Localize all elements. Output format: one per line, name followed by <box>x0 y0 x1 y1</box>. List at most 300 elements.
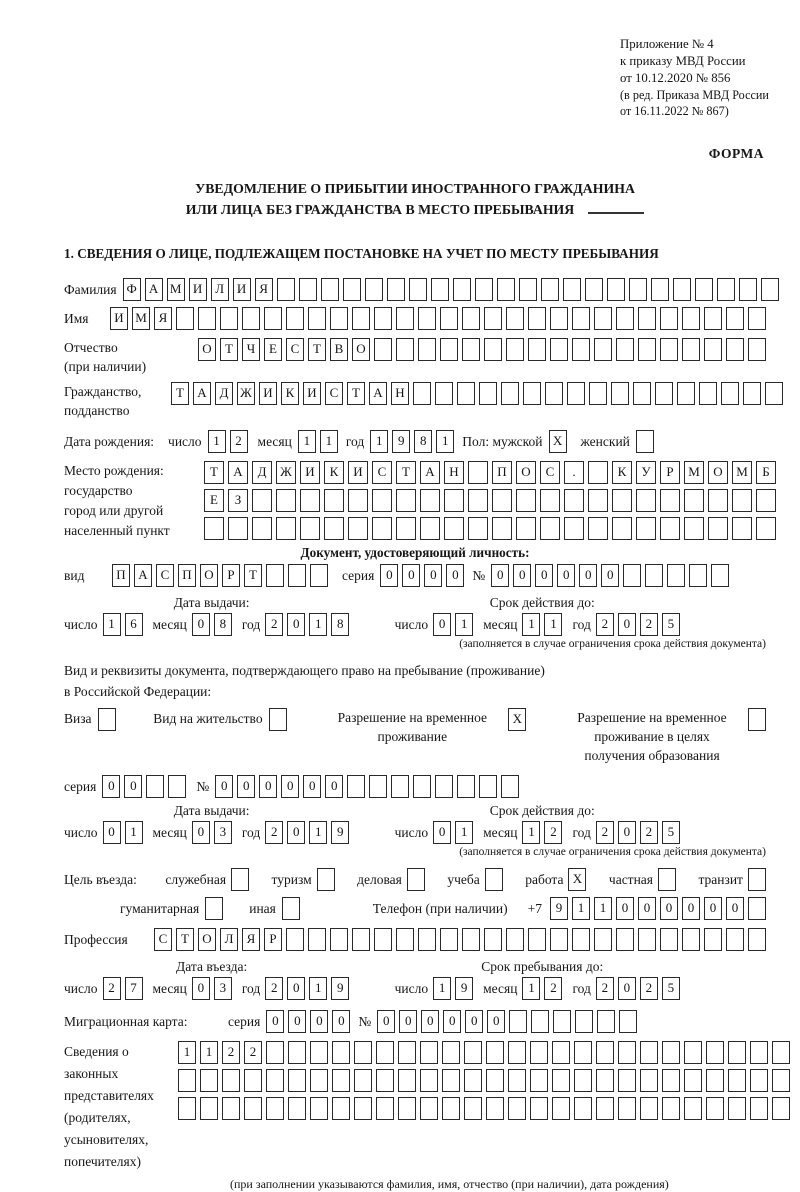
char-box: 1 <box>433 977 451 1000</box>
char-box <box>453 278 471 301</box>
char-box <box>704 338 722 361</box>
char-box <box>204 517 224 540</box>
purpose-other-checkbox <box>282 897 300 920</box>
temp-residence-checkbox <box>508 708 526 731</box>
char-box <box>660 338 678 361</box>
stay-until-group <box>395 959 690 1000</box>
birth-place-label-line1: Место рождения: <box>64 463 164 478</box>
char-box: С <box>154 928 172 951</box>
purpose-official <box>165 868 249 891</box>
day-label: число <box>394 824 429 840</box>
char-box <box>492 517 512 540</box>
char-box <box>468 461 488 484</box>
char-box <box>288 1069 306 1092</box>
char-box <box>420 1097 438 1120</box>
char-box <box>501 775 519 798</box>
char-box: 0 <box>682 897 700 920</box>
char-box: О <box>352 338 370 361</box>
char-box <box>726 307 744 330</box>
char-box <box>442 1041 460 1064</box>
char-box <box>706 1069 724 1092</box>
char-box <box>372 517 392 540</box>
char-box <box>540 489 560 512</box>
char-box <box>772 1069 790 1092</box>
char-box <box>369 775 387 798</box>
char-box: X <box>549 430 567 453</box>
char-box <box>492 489 512 512</box>
char-box <box>308 307 326 330</box>
char-box <box>756 489 776 512</box>
char-box <box>506 307 524 330</box>
char-box <box>242 307 260 330</box>
char-box <box>431 278 449 301</box>
char-box <box>616 307 634 330</box>
char-box: С <box>325 382 343 405</box>
citizenship-label-line2: подданство <box>64 403 130 418</box>
residence-doc-intro-line1: Вид и реквизиты документа, подтверждающего право на пребывание (проживание) <box>64 663 545 678</box>
purpose-official-checkbox <box>231 868 249 891</box>
char-box <box>264 307 282 330</box>
char-box: 5 <box>662 821 680 844</box>
char-box <box>523 382 541 405</box>
char-box <box>748 897 766 920</box>
id-document-heading: Документ, удостоверяющий личность: <box>300 545 530 560</box>
char-box <box>440 928 458 951</box>
char-box <box>732 489 752 512</box>
purpose-humanitarian <box>120 897 223 920</box>
purpose-tourism <box>272 868 335 891</box>
residence-issue-year <box>265 821 349 844</box>
id-number-label: № <box>472 567 486 583</box>
char-box <box>396 338 414 361</box>
char-box <box>413 775 431 798</box>
char-box: Т <box>396 461 416 484</box>
char-box: 1 <box>200 1041 218 1064</box>
char-box <box>464 1069 482 1092</box>
char-box <box>645 564 663 587</box>
char-box <box>396 517 416 540</box>
char-box <box>479 382 497 405</box>
char-box <box>178 1069 196 1092</box>
surname-row <box>64 278 766 301</box>
month-label: месяц <box>257 433 292 449</box>
char-box <box>616 338 634 361</box>
purpose-work-label: работа <box>525 871 564 887</box>
char-box: 0 <box>579 564 597 587</box>
char-box <box>689 564 707 587</box>
char-box <box>231 868 249 891</box>
char-box <box>596 1069 614 1092</box>
char-box <box>567 382 585 405</box>
month-label: месяц <box>152 980 187 996</box>
char-box: 0 <box>513 564 531 587</box>
char-box <box>288 1041 306 1064</box>
id-issue-month <box>192 613 232 636</box>
char-box <box>228 517 248 540</box>
char-box <box>572 338 590 361</box>
representatives-label: Сведения о законных представителях (родителях, усыновителях, попечителях) <box>64 1044 154 1169</box>
char-box <box>728 1041 746 1064</box>
char-box: И <box>189 278 207 301</box>
char-box <box>252 517 272 540</box>
char-box: Я <box>255 278 273 301</box>
stay-until-month <box>522 977 562 1000</box>
char-box: Н <box>444 461 464 484</box>
char-box: 0 <box>215 775 233 798</box>
char-box <box>704 928 722 951</box>
char-box <box>244 1097 262 1120</box>
char-box <box>222 1097 240 1120</box>
char-box <box>574 1041 592 1064</box>
char-box: 2 <box>596 613 614 636</box>
char-box <box>743 382 761 405</box>
year-label: год <box>572 824 591 840</box>
char-box <box>748 338 766 361</box>
char-box <box>418 928 436 951</box>
char-box: 6 <box>125 613 143 636</box>
char-box: 0 <box>287 977 305 1000</box>
char-box: 2 <box>265 977 283 1000</box>
char-box: 0 <box>443 1010 461 1033</box>
char-box <box>684 1041 702 1064</box>
char-box <box>464 1041 482 1064</box>
representatives-row3 <box>178 1097 790 1120</box>
char-box <box>310 1069 328 1092</box>
char-box <box>660 307 678 330</box>
representatives-note: (при заполнении указываются фамилия, имя, отчество (при наличии), дата рождения) <box>230 1177 669 1191</box>
char-box <box>332 1041 350 1064</box>
stay-until-day <box>433 977 473 1000</box>
char-box <box>748 307 766 330</box>
char-box <box>572 928 590 951</box>
option-visa <box>64 708 116 731</box>
char-box <box>588 489 608 512</box>
char-box <box>442 1069 460 1092</box>
option-temp-residence-education <box>564 708 766 765</box>
char-box: С <box>372 461 392 484</box>
purpose-transit <box>698 868 766 891</box>
blank-underline <box>588 199 644 214</box>
char-box: Я <box>154 307 172 330</box>
char-box: 2 <box>244 1041 262 1064</box>
char-box <box>708 489 728 512</box>
char-box <box>658 868 676 891</box>
char-box: 0 <box>287 613 305 636</box>
entry-date-group <box>64 959 359 1000</box>
entry-dates-block <box>64 959 766 1000</box>
residence-expiry-year <box>596 821 680 844</box>
char-box <box>611 382 629 405</box>
char-box <box>585 278 603 301</box>
char-box <box>682 307 700 330</box>
char-box <box>516 517 536 540</box>
char-box <box>288 564 306 587</box>
char-box <box>706 1041 724 1064</box>
day-label: число <box>64 980 98 996</box>
char-box <box>550 928 568 951</box>
char-box: И <box>303 382 321 405</box>
char-box <box>772 1041 790 1064</box>
char-box <box>640 1097 658 1120</box>
char-box: С <box>286 338 304 361</box>
char-box <box>462 307 480 330</box>
char-box: И <box>233 278 251 301</box>
char-box <box>684 517 704 540</box>
char-box <box>457 775 475 798</box>
char-box <box>748 868 766 891</box>
char-box <box>550 338 568 361</box>
char-box <box>704 307 722 330</box>
char-box: А <box>228 461 248 484</box>
char-box <box>550 307 568 330</box>
residence-series-label: серия <box>64 778 97 794</box>
char-box: 0 <box>259 775 277 798</box>
char-box: 1 <box>436 430 454 453</box>
char-box: О <box>516 461 536 484</box>
char-box: 0 <box>325 775 343 798</box>
migration-number-label: № <box>358 1013 372 1029</box>
purpose-business-label: деловая <box>357 871 402 887</box>
char-box <box>442 1097 460 1120</box>
char-box: 0 <box>424 564 442 587</box>
char-box <box>440 307 458 330</box>
char-box <box>205 897 223 920</box>
purpose-humanitarian-checkbox <box>205 897 223 920</box>
revision-line: (в ред. Приказа МВД России <box>620 88 769 102</box>
residence-expiry-day <box>433 821 473 844</box>
char-box <box>660 517 680 540</box>
migration-card-label: Миграционная карта: <box>64 1013 188 1029</box>
char-box: 0 <box>660 897 678 920</box>
char-box: 0 <box>380 564 398 587</box>
char-box <box>699 382 717 405</box>
char-box <box>574 1069 592 1092</box>
char-box <box>531 1010 549 1033</box>
char-box: Р <box>660 461 680 484</box>
migration-series-boxes <box>266 1010 350 1033</box>
char-box <box>640 1041 658 1064</box>
birth-day-boxes <box>208 430 248 453</box>
char-box <box>321 278 339 301</box>
char-box <box>435 775 453 798</box>
citizenship-row <box>64 382 766 420</box>
char-box <box>616 928 634 951</box>
entry-year <box>265 977 349 1000</box>
char-box <box>684 1097 702 1120</box>
char-box: К <box>281 382 299 405</box>
char-box <box>640 1069 658 1092</box>
section1-heading: 1. СВЕДЕНИЯ О ЛИЦЕ, ПОДЛЕЖАЩЕМ ПОСТАНОВКЕ НА УЧЕТ ПО МЕСТУ ПРЕБЫВАНИЯ <box>64 246 659 261</box>
char-box <box>310 1097 328 1120</box>
char-box <box>682 338 700 361</box>
char-box: 0 <box>616 897 634 920</box>
char-box: 2 <box>544 821 562 844</box>
char-box <box>684 489 704 512</box>
form-title-line2 <box>64 199 766 220</box>
entry-date-heading: Дата въезда: <box>176 959 248 974</box>
char-box <box>528 307 546 330</box>
char-box <box>444 517 464 540</box>
char-box: А <box>193 382 211 405</box>
char-box: 3 <box>214 977 232 1000</box>
birth-place-label <box>64 461 204 541</box>
char-box: 0 <box>192 821 210 844</box>
purpose-transit-checkbox <box>748 868 766 891</box>
char-box <box>677 382 695 405</box>
char-box <box>660 489 680 512</box>
char-box: 2 <box>222 1041 240 1064</box>
char-box: 0 <box>446 564 464 587</box>
char-box: М <box>167 278 185 301</box>
char-box <box>420 1069 438 1092</box>
char-box: 0 <box>638 897 656 920</box>
char-box <box>398 1041 416 1064</box>
char-box <box>332 1069 350 1092</box>
residence-dates-block <box>64 803 766 844</box>
id-expiry-group <box>395 595 690 636</box>
month-label: месяц <box>152 824 187 840</box>
id-dates-block <box>64 595 766 636</box>
char-box: 0 <box>726 897 744 920</box>
month-label: месяц <box>483 616 518 632</box>
revision-line: от 16.11.2022 № 867) <box>620 104 729 118</box>
char-box: И <box>110 307 128 330</box>
purpose-study-label: учеба <box>447 871 480 887</box>
char-box <box>750 1041 768 1064</box>
char-box: 2 <box>596 821 614 844</box>
char-box <box>612 489 632 512</box>
char-box <box>464 1097 482 1120</box>
char-box: 0 <box>288 1010 306 1033</box>
char-box <box>552 1069 570 1092</box>
char-box <box>413 382 431 405</box>
char-box <box>348 517 368 540</box>
char-box: Ж <box>276 461 296 484</box>
char-box: М <box>732 461 752 484</box>
entry-purpose-row <box>64 868 766 891</box>
char-box <box>420 1041 438 1064</box>
char-box <box>761 278 779 301</box>
char-box <box>619 1010 637 1033</box>
char-box <box>374 307 392 330</box>
char-box: 0 <box>377 1010 395 1033</box>
char-box: Т <box>347 382 365 405</box>
month-label: месяц <box>483 980 518 996</box>
char-box: 2 <box>103 977 121 1000</box>
char-box <box>756 517 776 540</box>
char-box: 2 <box>265 821 283 844</box>
char-box <box>365 278 383 301</box>
char-box <box>750 1069 768 1092</box>
char-box <box>407 868 425 891</box>
residence-number-label: № <box>196 778 210 794</box>
temp-residence-label: Разрешение на временное проживание <box>337 710 487 744</box>
birth-place-row <box>64 461 770 541</box>
char-box <box>396 489 416 512</box>
char-box <box>398 1069 416 1092</box>
year-label: год <box>241 824 261 840</box>
residence-issue-month <box>192 821 232 844</box>
purpose-work-checkbox <box>568 868 586 891</box>
char-box: 1 <box>125 821 143 844</box>
char-box: 0 <box>704 897 722 920</box>
char-box <box>276 489 296 512</box>
id-issue-day <box>103 613 143 636</box>
char-box <box>748 708 766 731</box>
char-box: Л <box>220 928 238 951</box>
char-box: 0 <box>281 775 299 798</box>
month-label: месяц <box>483 824 518 840</box>
char-box: . <box>564 461 584 484</box>
appendix-block <box>620 36 769 119</box>
char-box <box>541 278 559 301</box>
option-temp-residence <box>324 708 526 746</box>
form-word: ФОРМА <box>708 146 764 161</box>
char-box: И <box>300 461 320 484</box>
char-box <box>726 338 744 361</box>
sex-male-checkbox <box>549 430 567 453</box>
char-box <box>220 307 238 330</box>
char-box: П <box>492 461 512 484</box>
char-box: 7 <box>125 977 143 1000</box>
char-box: 0 <box>310 1010 328 1033</box>
char-box <box>276 517 296 540</box>
char-box <box>618 1097 636 1120</box>
char-box: 0 <box>303 775 321 798</box>
representatives-row1 <box>178 1041 790 1064</box>
representatives-boxes <box>178 1041 790 1120</box>
id-issue-heading: Дата выдачи: <box>173 595 250 610</box>
phone-digit-boxes <box>550 897 766 920</box>
char-box <box>596 1041 614 1064</box>
char-box: 0 <box>557 564 575 587</box>
char-box: 1 <box>178 1041 196 1064</box>
char-box <box>324 489 344 512</box>
char-box: 0 <box>332 1010 350 1033</box>
day-label: число <box>64 616 98 632</box>
char-box <box>440 338 458 361</box>
char-box <box>391 775 409 798</box>
stay-until-heading: Срок пребывания до: <box>481 959 604 974</box>
residence-permit-label: Вид на жительство <box>153 711 263 726</box>
char-box <box>178 1097 196 1120</box>
char-box <box>310 564 328 587</box>
residence-doc-intro <box>64 660 766 702</box>
char-box: 0 <box>266 1010 284 1033</box>
char-box <box>721 382 739 405</box>
birth-year-boxes <box>370 430 454 453</box>
char-box <box>354 1069 372 1092</box>
char-box <box>655 382 673 405</box>
form-title-line1: УВЕДОМЛЕНИЕ О ПРИБЫТИИ ИНОСТРАННОГО ГРАЖДАНИНА <box>195 181 635 196</box>
char-box: Т <box>308 338 326 361</box>
char-box: 0 <box>421 1010 439 1033</box>
char-box: О <box>198 338 216 361</box>
char-box: М <box>684 461 704 484</box>
char-box: В <box>330 338 348 361</box>
char-box: Е <box>264 338 282 361</box>
char-box: Ф <box>123 278 141 301</box>
char-box <box>552 1041 570 1064</box>
char-box: 1 <box>594 897 612 920</box>
char-box: 0 <box>465 1010 483 1033</box>
char-box <box>638 928 656 951</box>
id-series-boxes <box>380 564 464 587</box>
char-box: 1 <box>309 977 327 1000</box>
char-box <box>266 564 284 587</box>
id-expiry-heading: Срок действия до: <box>489 595 595 610</box>
id-number-boxes <box>491 564 729 587</box>
